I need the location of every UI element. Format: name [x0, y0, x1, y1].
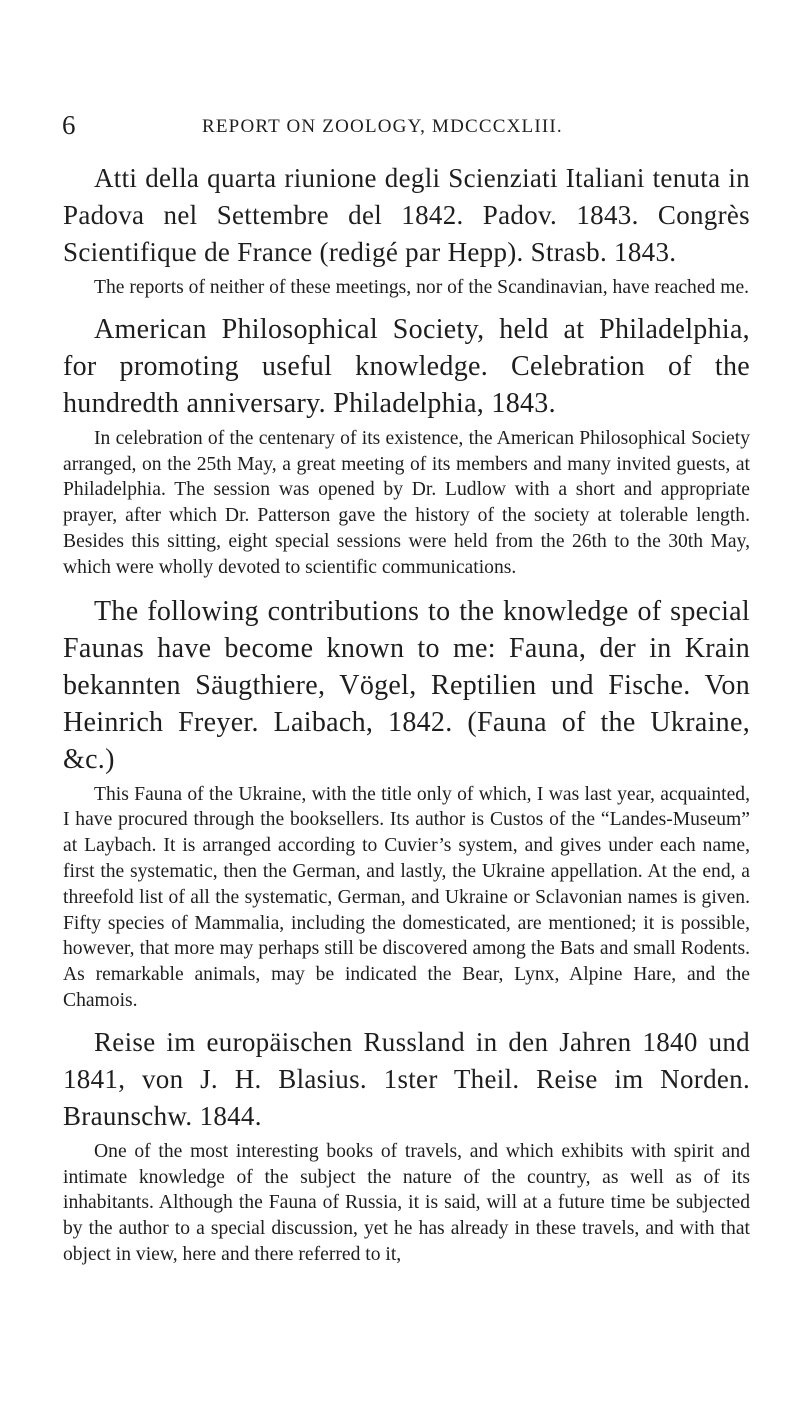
entry-paragraph: This Fauna of the Ukraine, with the title only of which, I was last year, acquainted, I have procured through the booksellers. Its author is Custos of the “Landes-Museum” at Laybach. It is arranged according to Cuvier’s system, and gives under each name, first the systematic, then the German, and lastly, the Ukraine appellation. At the end, a threefold list of all the systematic, German, and Ukraine or Sclavonian names is given. Fifty species of Mammalia, including the domesticated, are mentioned; it is possible, however, that more may perhaps still be discovered among the Bats and small Rodents. As remarkable animals, may be indicated the Bear, Lynx, Alpine Hare, and the Chamois.: [63, 783, 750, 1011]
entry-reise-russland: [0, 1024, 800, 1268]
entry-paragraph: In celebration of the centenary of its existence, the American Philosophical Society arranged, on the 25th May, a great meeting of its members and many invited guests, at Philadelphia. The session was opened by Dr. Ludlow with a short and appropriate prayer, after which Dr. Patterson gave the history of the society at tolerable length. Besides this sitting, eight special sessions were held from the 26th to the 30th May, which were wholly devoted to scientific communications.: [63, 427, 750, 578]
page-header: [62, 110, 760, 140]
page-body: [0, 160, 800, 1268]
entry-paragraph: The reports of neither of these meetings, nor of the Scandinavian, have reached me.: [94, 277, 750, 298]
entry-title: American Philosophical Society, held at Philadelphia, for promoting useful knowledge. Celebration of the hundredth anniversary. Philadelphia, 1843.: [63, 313, 750, 419]
entry-title: Reise im europäischen Russland in den Jahren 1840 und 1841, von J. H. Blasius. 1ster Theil. Reise im Norden. Braunschw. 1844.: [63, 1026, 750, 1131]
entry-title: The following contributions to the knowledge of special Faunas have become known to me: Fauna, der in Krain bekannten Säugthiere, Vögel, Reptilien und Fische. Von Heinrich Freyer. Laibach, 1842. (Fauna of the Ukraine, &c.): [63, 595, 750, 775]
entry-congress-reports: [0, 160, 800, 301]
page-number: 6: [62, 110, 76, 140]
entry-title: Atti della quarta riunione degli Scienziati Italiani tenuta in Padova nel Settembre del 1842. Padov. 1843. Congrès Scientifique de France (redigé par Hepp). Strasb. 1843.: [63, 163, 750, 267]
entry-paragraph: One of the most interesting books of travels, and which exhibits with spirit and intimate knowledge of the subject the nature of the country, as well as of its inhabitants. Although the Fauna of Russia, it is said, will at a future time be subjected by the author to a special discussion, yet he has already in these travels, and with that object in view, here and there referred to it,: [63, 1140, 750, 1265]
entry-american-philosophical-society: [0, 311, 800, 581]
running-head: REPORT ON ZOOLOGY, MDCCCXLIII.: [202, 116, 563, 137]
entry-special-faunas: [0, 593, 800, 1014]
